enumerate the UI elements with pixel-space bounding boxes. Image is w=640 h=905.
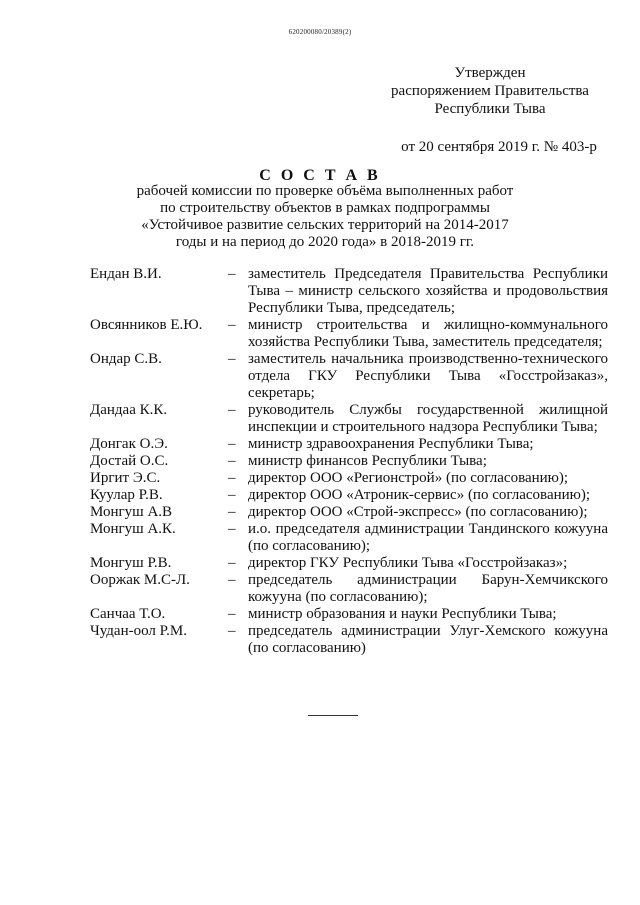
member-name: Достай О.С.: [90, 453, 169, 469]
member-name: Дандаа К.К.: [90, 402, 168, 418]
member-name: Куулар Р.В.: [90, 487, 163, 503]
member-row: [90, 470, 608, 487]
member-dash: –: [228, 317, 236, 333]
closing-divider: [308, 715, 358, 716]
member-dash: –: [228, 470, 236, 486]
member-role: министр финансов Республики Тыва;: [248, 453, 487, 469]
member-row: [90, 453, 608, 470]
member-dash: –: [228, 572, 236, 588]
approval-line-approved: Утвержден: [454, 65, 526, 81]
approval-line-order: распоряжением Правительства: [391, 83, 589, 99]
member-dash: –: [228, 402, 236, 418]
member-role: министр здравоохранения Республики Тыва;: [248, 436, 534, 452]
member-role: министр образования и науки Республики Тыва;: [248, 606, 557, 622]
member-role: директор ГКУ Республики Тыва «Госстройзаказ»;: [248, 555, 568, 571]
member-row: [90, 266, 608, 317]
subtitle-line: «Устойчивое развитие сельских территорий на 2014-2017: [141, 217, 509, 233]
member-row: [90, 572, 608, 606]
member-role: руководитель Службы государственной жилищной инспекции и строительного надзора Республики Тыва;: [248, 402, 608, 435]
member-name: Ооржак М.С-Л.: [90, 572, 190, 588]
subtitle-line: годы и на период до 2020 года» в 2018-2019 гг.: [175, 234, 475, 250]
member-row: [90, 487, 608, 504]
member-dash: –: [228, 606, 236, 622]
member-dash: –: [228, 521, 236, 537]
member-row: [90, 402, 608, 436]
document-id: 620200080/20389(2): [288, 28, 352, 36]
member-name: Ондар С.В.: [90, 351, 162, 367]
member-role: заместитель начальника производственно-технического отдела ГКУ Республики Тыва «Госстройзаказ», секретарь;: [248, 351, 608, 401]
member-role: директор ООО «Атроник-сервис» (по согласованию);: [248, 487, 591, 503]
member-role: председатель администрации Улуг-Хемского кожууна (по согласованию): [248, 623, 608, 656]
member-dash: –: [228, 555, 236, 571]
member-dash: –: [228, 504, 236, 520]
approval-block: [380, 64, 600, 156]
member-row: [90, 504, 608, 521]
member-dash: –: [228, 623, 236, 639]
document-title: С О С Т А В: [259, 167, 381, 184]
member-role: директор ООО «Регионстрой» (по согласованию);: [248, 470, 569, 486]
subtitle-line: рабочей комиссии по проверке объёма выполненных работ: [136, 183, 514, 199]
member-row: [90, 351, 608, 402]
approval-line-republic: Республики Тыва: [434, 101, 546, 117]
subtitle-line: по строительству объектов в рамках подпрограммы: [160, 200, 490, 216]
member-name: Овсянников Е.Ю.: [90, 317, 203, 333]
member-role: заместитель Председателя Правительства Республики Тыва – министр сельского хозяйства и продовольствия Республики Тыва, председатель;: [248, 266, 608, 316]
member-row: [90, 555, 608, 572]
member-role: министр строительства и жилищно-коммунального хозяйства Республики Тыва, заместитель председателя;: [248, 317, 608, 350]
member-name: Чудан-оол Р.М.: [90, 623, 187, 639]
member-dash: –: [228, 266, 236, 282]
member-role: и.о. председателя администрации Тандинского кожууна (по согласованию);: [248, 521, 608, 554]
member-row: [90, 317, 608, 351]
member-name: Иргит Э.С.: [90, 470, 161, 486]
member-row: [90, 606, 608, 623]
members-list: [90, 266, 608, 657]
document-subtitle: [60, 183, 590, 251]
member-name: Ендан В.И.: [90, 266, 162, 282]
member-dash: –: [228, 436, 236, 452]
approval-date-line: от 20 сентября 2019 г. № 403-р: [401, 139, 597, 155]
member-dash: –: [228, 453, 236, 469]
member-name: Монгуш Р.В.: [90, 555, 172, 571]
member-dash: –: [228, 351, 236, 367]
member-name: Монгуш А.К.: [90, 521, 176, 537]
member-name: Санчаа Т.О.: [90, 606, 166, 622]
member-row: [90, 623, 608, 657]
member-role: директор ООО «Строй-экспресс» (по согласованию);: [248, 504, 588, 520]
member-role: председатель администрации Барун-Хемчикского кожууна (по согласованию);: [248, 572, 608, 605]
member-name: Монгуш А.В: [90, 504, 173, 520]
member-row: [90, 436, 608, 453]
member-row: [90, 521, 608, 555]
member-dash: –: [228, 487, 236, 503]
member-name: Донгак О.Э.: [90, 436, 168, 452]
